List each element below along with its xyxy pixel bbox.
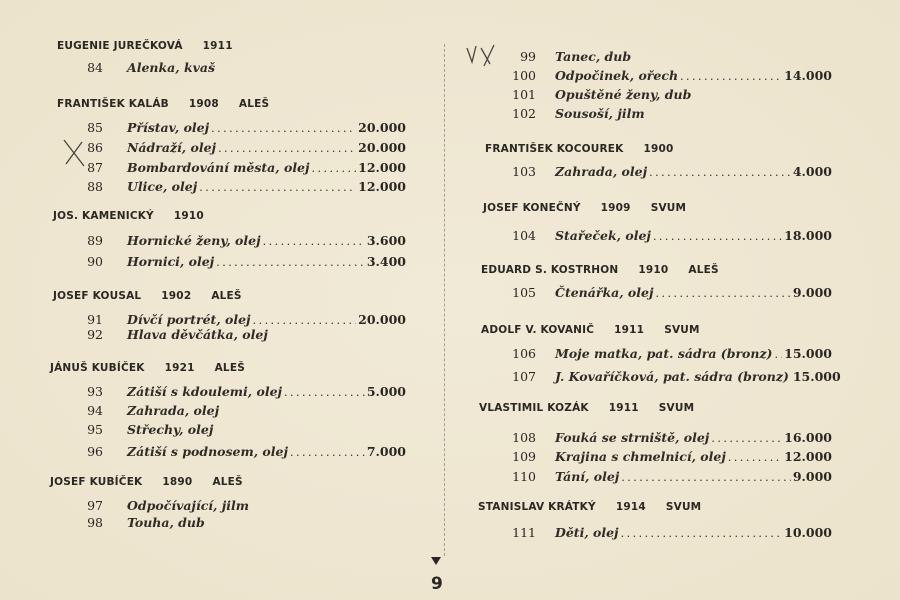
artist-name: EUGENIE JUREČKOVÁ (57, 40, 183, 52)
entry-title: Alenka, kvaš (127, 60, 216, 75)
entry-title: Krajina s chmelnicí, olej (555, 449, 726, 464)
dot-leader (621, 468, 791, 486)
catalog-entry (506, 429, 832, 447)
dot-leader (211, 119, 356, 137)
catalog-entry (73, 421, 406, 439)
artist-heading (478, 498, 701, 516)
entry-title: Dívčí portrét, olej (127, 312, 251, 327)
entry-title: Fouká se strniště, olej (555, 430, 710, 445)
entry-number: 94 (87, 403, 103, 418)
catalog-entry (506, 468, 832, 486)
entry-price: 20.000 (358, 312, 406, 327)
entry-title: Zátiší s kdoulemi, olej (127, 384, 283, 399)
artist-heading (50, 473, 243, 491)
catalog-entry (506, 524, 832, 542)
entry-title: Opuštěné ženy, dub (555, 87, 692, 102)
catalog-entry (73, 514, 406, 532)
dot-leader (655, 284, 790, 302)
entry-title: Bombardování města, olej (127, 160, 310, 175)
artist-society: SVUM (650, 202, 687, 214)
dot-leader (649, 163, 791, 181)
entry-price: 20.000 (358, 140, 406, 155)
entry-number: 88 (87, 179, 103, 194)
catalog-entry (73, 443, 406, 461)
artist-society: ALEŠ (212, 476, 243, 488)
entry-price: 12.000 (784, 449, 832, 464)
entry-number: 87 (87, 160, 103, 175)
artist-society: SVUM (665, 501, 702, 513)
catalog-entry (73, 497, 406, 515)
artist-heading (479, 399, 694, 417)
entry-price: 15.000 (784, 346, 832, 361)
entry-number: 91 (87, 312, 103, 327)
entry-price: 10.000 (784, 525, 832, 540)
catalog-entry (506, 67, 832, 85)
entry-title: J. Kovaříčková, pat. sádra (bronz) (555, 369, 789, 384)
catalog-entry (73, 232, 406, 250)
entry-price: 14.000 (784, 68, 832, 83)
entry-number: 92 (87, 327, 103, 342)
entry-title: Odpočívající, jilm (127, 498, 250, 513)
entry-price: 16.000 (784, 430, 832, 445)
artist-year: 1902 (161, 290, 192, 302)
artist-society: ALEŠ (214, 362, 245, 374)
entry-number: 108 (512, 430, 536, 445)
artist-society: SVUM (658, 402, 695, 414)
entry-price: 7.000 (366, 444, 406, 459)
artist-name: EDUARD S. KOSTRHON (481, 264, 619, 276)
entry-price: 9.000 (792, 469, 832, 484)
artist-name: JÁNUŠ KUBÍČEK (50, 362, 145, 374)
entry-number: 90 (87, 254, 103, 269)
dot-leader (653, 227, 782, 245)
catalog-entry (73, 402, 406, 420)
entry-title: Čtenářka, olej (555, 285, 654, 300)
catalog-entry (506, 163, 832, 181)
catalog-entry (506, 227, 832, 245)
handwritten-vx-mark (464, 42, 500, 68)
entry-number: 102 (512, 106, 536, 121)
entry-number: 103 (512, 164, 536, 179)
entry-title: Moje matka, pat. sádra (bronz) (555, 346, 773, 361)
entry-title: Touha, dub (127, 515, 205, 530)
artist-heading (50, 359, 245, 377)
catalog-entry (73, 59, 406, 77)
catalog-entry (73, 253, 406, 271)
artist-year: 1910 (173, 210, 204, 222)
dot-leader (711, 429, 782, 447)
entry-title: Děti, olej (555, 525, 619, 540)
gutter-divider (444, 44, 445, 556)
artist-year: 1911 (202, 40, 233, 52)
dot-leader (680, 67, 782, 85)
dot-leader (621, 524, 783, 542)
entry-title: Sousoší, jilm (555, 106, 645, 121)
entry-number: 86 (87, 140, 103, 155)
artist-year: 1911 (608, 402, 639, 414)
artist-name: VLASTIMIL KOZÁK (479, 402, 589, 414)
artist-society: ALEŠ (688, 264, 719, 276)
artist-society: ALEŠ (211, 290, 242, 302)
artist-year: 1900 (643, 143, 674, 155)
entry-title: Ulice, olej (127, 179, 198, 194)
entry-number: 109 (512, 449, 536, 464)
entry-price: 3.400 (366, 254, 406, 269)
entry-number: 100 (512, 68, 536, 83)
catalog-entry (73, 383, 406, 401)
catalog-entry (73, 119, 406, 137)
dot-leader (216, 253, 365, 271)
dot-leader (312, 159, 357, 177)
artist-name: JOSEF KUBÍČEK (50, 476, 143, 488)
entry-number: 85 (87, 120, 103, 135)
entry-number: 110 (512, 469, 536, 484)
artist-name: JOS. KAMENICKÝ (53, 210, 154, 222)
artist-heading (53, 207, 204, 225)
artist-heading (53, 287, 242, 305)
entry-price: 5.000 (366, 384, 406, 399)
entry-title: Zátiší s podnosem, olej (127, 444, 288, 459)
artist-year: 1909 (600, 202, 631, 214)
artist-year: 1914 (615, 501, 646, 513)
entry-number: 107 (512, 369, 536, 384)
artist-year: 1890 (162, 476, 193, 488)
entry-title: Zahrada, olej (555, 164, 648, 179)
dot-leader (290, 443, 365, 461)
entry-number: 101 (512, 87, 536, 102)
dot-leader (774, 345, 782, 363)
artist-society: SVUM (664, 324, 700, 336)
entry-title: Hlava děvčátka, olej (127, 327, 268, 342)
entry-title: Stařeček, olej (555, 228, 651, 243)
entry-title: Tání, olej (555, 469, 620, 484)
entry-number: 97 (87, 498, 103, 513)
entry-number: 99 (520, 49, 536, 64)
page-number: 9 (431, 574, 443, 594)
entry-number: 95 (87, 422, 103, 437)
artist-year: 1911 (614, 324, 645, 336)
catalog-entry (506, 368, 841, 386)
entry-number: 84 (87, 60, 103, 75)
artist-name: FRANTIŠEK KALÁB (57, 98, 169, 110)
dot-leader (728, 448, 782, 466)
entry-price: 4.000 (792, 164, 832, 179)
dot-leader (218, 139, 356, 157)
entry-price: 12.000 (358, 160, 406, 175)
entry-number: 96 (87, 444, 103, 459)
catalog-entry (506, 448, 832, 466)
entry-price: 18.000 (784, 228, 832, 243)
entry-title: Odpočinek, ořech (555, 68, 679, 83)
artist-name: JOSEF KONEČNÝ (483, 202, 581, 214)
artist-heading (57, 95, 269, 113)
entry-title: Tanec, dub (555, 49, 632, 64)
entry-price: 9.000 (792, 285, 832, 300)
entry-price: 20.000 (358, 120, 406, 135)
artist-name: FRANTIŠEK KOCOUREK (485, 143, 624, 155)
artist-society: ALEŠ (238, 98, 270, 110)
catalog-entry (506, 105, 832, 123)
entry-price: 12.000 (358, 179, 406, 194)
catalog-entry (73, 159, 406, 177)
catalog-entry (506, 284, 832, 302)
triangle-marker-icon (431, 557, 441, 565)
entry-number: 89 (87, 233, 103, 248)
entry-title: Zahrada, olej (127, 403, 220, 418)
artist-name: STANISLAV KRÁTKÝ (478, 501, 596, 513)
artist-year: 1921 (164, 362, 195, 374)
entry-price: 3.600 (366, 233, 406, 248)
artist-name: ADOLF V. KOVANIČ (481, 324, 595, 336)
artist-heading (481, 261, 719, 279)
artist-heading (483, 199, 686, 217)
entry-number: 93 (87, 384, 103, 399)
entry-number: 111 (512, 525, 536, 540)
catalog-entry (73, 139, 406, 157)
entry-title: Hornické ženy, olej (127, 233, 261, 248)
catalog-entry (73, 326, 406, 344)
entry-number: 104 (512, 228, 536, 243)
dot-leader (199, 178, 356, 196)
artist-name: JOSEF KOUSAL (53, 290, 142, 302)
artist-year: 1908 (188, 98, 219, 110)
catalog-entry (506, 48, 832, 66)
artist-heading (481, 321, 700, 339)
entry-title: Nádraží, olej (127, 140, 217, 155)
artist-heading (57, 37, 233, 55)
entry-title: Přístav, olej (127, 120, 210, 135)
entry-number: 105 (512, 285, 536, 300)
catalog-entry (506, 345, 832, 363)
entry-number: 98 (87, 515, 103, 530)
artist-heading (485, 140, 674, 158)
dot-leader (284, 383, 365, 401)
entry-title: Hornici, olej (127, 254, 215, 269)
catalog-entry (506, 86, 832, 104)
entry-price: 15.000 (792, 369, 841, 384)
catalog-entry (73, 178, 406, 196)
dot-leader (263, 232, 365, 250)
entry-title: Střechy, olej (127, 422, 214, 437)
artist-year: 1910 (638, 264, 669, 276)
entry-number: 106 (512, 346, 536, 361)
